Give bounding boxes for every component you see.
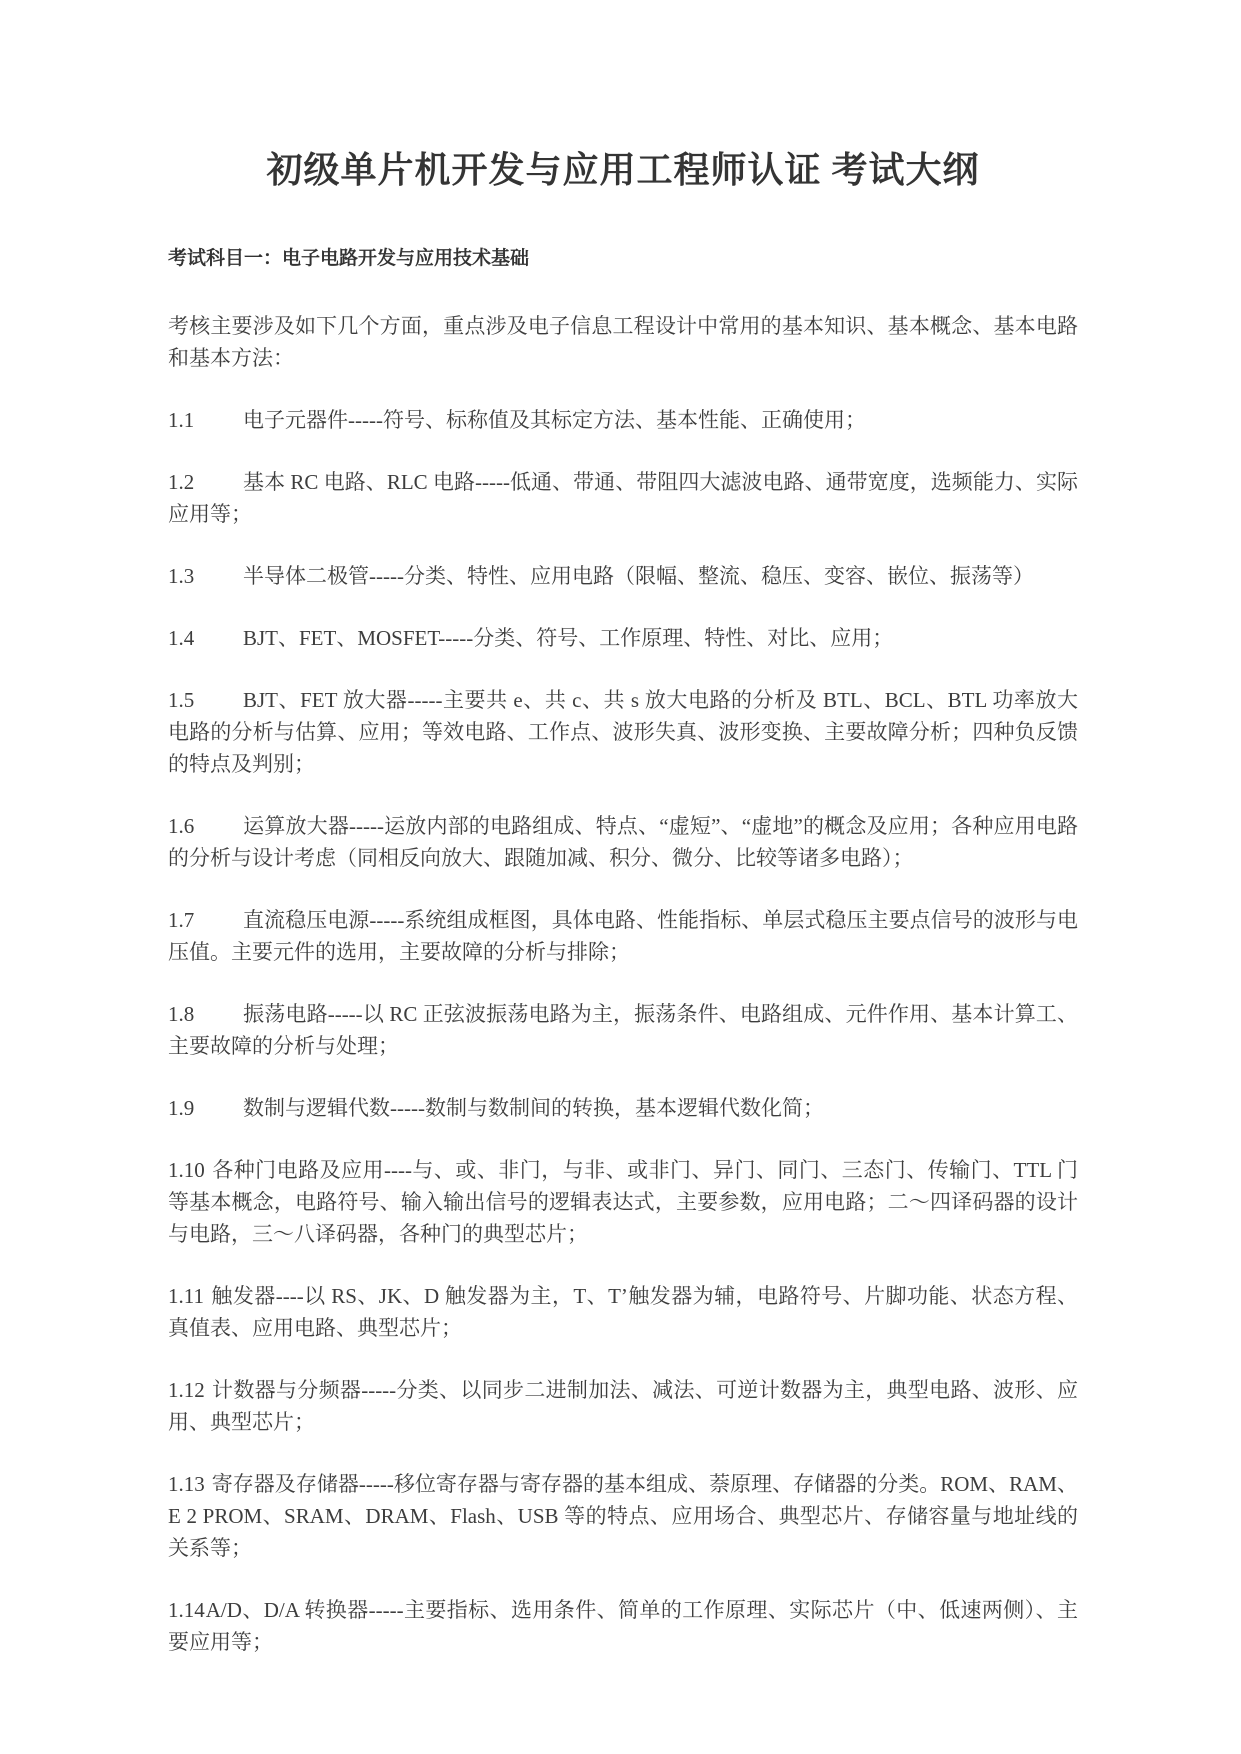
- item-text: 振荡电路-----以 RC 正弦波振荡电路为主，振荡条件、电路组成、元件作用、基本计算工、主要故障的分析与处理；: [168, 1002, 1078, 1058]
- item-text: 直流稳压电源-----系统组成框图，具体电路、性能指标、单层式稳压主要点信号的波形与电压值。主要元件的选用，主要故障的分析与排除；: [168, 908, 1078, 964]
- item-number: 1.14: [168, 1598, 205, 1622]
- item-number: 1.9: [168, 1096, 195, 1120]
- item-text: 半导体二极管-----分类、特性、应用电路（限幅、整流、稳压、变容、嵌位、振荡等）: [243, 564, 1034, 588]
- outline-item-1-3: [168, 560, 1078, 592]
- outline-item-1-7: [168, 904, 1078, 968]
- item-text: 基本 RC 电路、RLC 电路-----低通、带通、带阻四大滤波电路、通带宽度，选频能力、实际应用等；: [168, 470, 1078, 526]
- item-number: 1.7: [168, 908, 195, 932]
- item-text: 数制与逻辑代数-----数制与数制间的转换，基本逻辑代数化简；: [243, 1096, 824, 1120]
- item-text: BJT、FET、MOSFET-----分类、符号、工作原理、特性、对比、应用；: [243, 626, 894, 650]
- item-text: BJT、FET 放大器-----主要共 e、共 c、共 s 放大电路的分析及 BTL、BCL、BTL 功率放大电路的分析与估算、应用；等效电路、工作点、波形失真、波形变换、主要故障分析；四种负反馈的特点及判别；: [168, 688, 1078, 776]
- item-number: 1.6: [168, 814, 195, 838]
- item-number: 1.1: [168, 408, 195, 432]
- item-number: 1.3: [168, 564, 195, 588]
- item-text: 电子元器件-----符号、标称值及其标定方法、基本性能、正确使用；: [243, 408, 866, 432]
- item-text: 运算放大器-----运放内部的电路组成、特点、“虚短”、“虚地”的概念及应用；各种应用电路的分析与设计考虑（同相反向放大、跟随加减、积分、微分、比较等诸多电路）；: [168, 814, 1078, 870]
- item-text: 触发器----以 RS、JK、D 触发器为主，T、T’触发器为辅，电路符号、片脚功能、状态方程、真值表、应用电路、典型芯片；: [168, 1284, 1078, 1340]
- item-number: 1.4: [168, 626, 195, 650]
- outline-item-1-5: [168, 684, 1078, 780]
- outline-item-1-11: [168, 1280, 1078, 1344]
- outline-item-1-10: [168, 1154, 1078, 1250]
- intro-paragraph: 考核主要涉及如下几个方面，重点涉及电子信息工程设计中常用的基本知识、基本概念、基本电路和基本方法：: [168, 314, 1078, 370]
- item-text: 寄存器及存储器-----移位寄存器与寄存器的基本组成、萘原理、存储器的分类。ROM、RAM、E 2 PROM、SRAM、DRAM、Flash、USB 等的特点、应用场合、典型芯片、存储容量与地址线的关系等；: [168, 1472, 1078, 1560]
- item-number: 1.8: [168, 1002, 195, 1026]
- outline-item-1-12: [168, 1374, 1078, 1438]
- item-text: A/D、D/A 转换器-----主要指标、选用条件、简单的工作原理、实际芯片（中、低速两侧）、主要应用等；: [168, 1598, 1078, 1654]
- item-number: 1.2: [168, 470, 195, 494]
- item-text: 各种门电路及应用----与、或、非门，与非、或非门、异门、同门、三态门、传输门、TTL 门等基本概念，电路符号、输入输出信号的逻辑表达式，主要参数，应用电路；二～四译码器的设计与电路，三～八译码器，各种门的典型芯片；: [168, 1158, 1078, 1246]
- item-number: 1.5: [168, 688, 195, 712]
- outline-item-1-6: [168, 810, 1078, 874]
- outline-item-1-4: [168, 622, 1078, 654]
- section-heading: 考试科目一：电子电路开发与应用技术基础: [168, 248, 530, 269]
- outline-item-1-13: [168, 1468, 1078, 1564]
- item-number: 1.11: [168, 1284, 204, 1308]
- item-text: 计数器与分频器-----分类、以同步二进制加法、减法、可逆计数器为主，典型电路、波形、应用、典型芯片；: [168, 1378, 1078, 1434]
- outline-item-1-1: [168, 404, 1078, 436]
- item-number: 1.10: [168, 1158, 205, 1182]
- item-number: 1.12: [168, 1378, 205, 1402]
- outline-item-1-2: [168, 466, 1078, 530]
- outline-item-1-14: [168, 1594, 1078, 1658]
- document-title: 初级单片机开发与应用工程师认证 考试大纲: [266, 150, 980, 190]
- item-number: 1.13: [168, 1472, 205, 1496]
- outline-item-1-9: [168, 1092, 1078, 1124]
- outline-item-1-8: [168, 998, 1078, 1062]
